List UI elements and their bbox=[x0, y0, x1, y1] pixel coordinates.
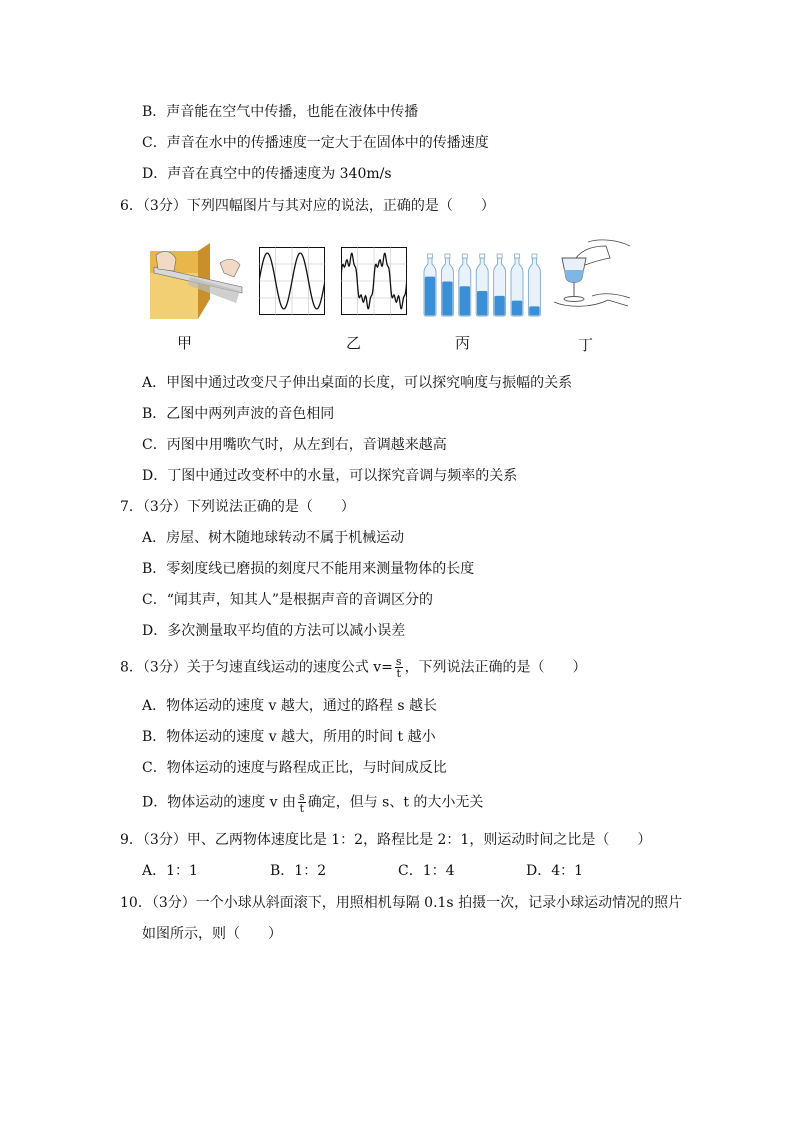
bottle bbox=[424, 254, 436, 316]
velocity-fraction bbox=[395, 656, 403, 679]
caption-ding: 丁 bbox=[578, 336, 594, 354]
upper-arm bbox=[588, 240, 630, 246]
bottle-water bbox=[442, 281, 452, 315]
caption-bing: 丙 bbox=[455, 334, 471, 352]
lower-hand bbox=[554, 300, 628, 306]
q5-option-b: B．声音能在空气中传播，也能在液体中传播 bbox=[142, 104, 419, 120]
bottle bbox=[441, 254, 453, 316]
q6-option-a: A．甲图中通过改变尺子伸出桌面的长度，可以探究响度与振幅的关系 bbox=[142, 375, 573, 391]
q10-stem-line1: 10．（3分）一个小球从斜面滚下，用照相机每隔 0.1s 拍摄一次，记录小球运动情况的照片 bbox=[120, 895, 683, 911]
q9-choice-c: C．1：4 bbox=[398, 863, 455, 879]
fraction-numerator: s bbox=[299, 790, 305, 803]
q6-option-d: D．丁图中通过改变杯中的水量，可以探究音调与频率的关系 bbox=[142, 468, 518, 484]
bottle-water bbox=[425, 277, 435, 316]
q7-stem: 7．（3分）下列说法正确的是（ ） bbox=[120, 499, 355, 515]
bottle bbox=[476, 254, 488, 316]
bottle-mouth bbox=[532, 254, 537, 258]
q9-choice-d: D．4：1 bbox=[526, 863, 584, 879]
q5-option-c: C．声音在水中的传播速度一定大于在固体中的传播速度 bbox=[142, 135, 489, 151]
q8-option-d bbox=[142, 791, 483, 814]
option-d-fraction bbox=[298, 791, 306, 814]
glass-water bbox=[564, 270, 584, 283]
fraction-denominator: t bbox=[396, 667, 401, 680]
q7-option-c: C．“闻其声，知其人”是根据声音的音调区分的 bbox=[142, 592, 434, 608]
q9-choice-b: B．1：2 bbox=[270, 863, 327, 879]
q8-stem-suffix: ，下列说法正确的是（ ） bbox=[404, 659, 587, 676]
q9-stem: 9．（3分）甲、乙两物体速度比是 1：2，路程比是 2：1，则运动时间之比是（ ） bbox=[120, 832, 652, 848]
bottle-mouth bbox=[445, 254, 450, 258]
q9-choices bbox=[142, 861, 654, 881]
q6-stem: 6．（3分）下列四幅图片与其对应的说法，正确的是（ ） bbox=[120, 198, 495, 214]
q8-option-d-suffix: 确定，但与 s、t 的大小无关 bbox=[307, 794, 484, 811]
bottle bbox=[459, 254, 471, 316]
fraction-numerator: s bbox=[395, 655, 402, 668]
lower-arm bbox=[592, 294, 630, 298]
bottle-water bbox=[460, 286, 470, 315]
bottle-water bbox=[494, 296, 504, 315]
glass-base bbox=[564, 297, 584, 302]
ruler-table-figure bbox=[150, 243, 246, 319]
q9-choice-a: A．1：1 bbox=[142, 863, 198, 879]
bottle-water bbox=[512, 301, 522, 316]
q6-option-c: C．丙图中用嘴吹气时，从左到右，音调越来越高 bbox=[142, 437, 447, 453]
q8-option-a: A．物体运动的速度 v 越大，通过的路程 s 越长 bbox=[142, 698, 438, 714]
bottle bbox=[528, 254, 540, 316]
bottle bbox=[494, 254, 506, 316]
bottle-mouth bbox=[497, 254, 502, 258]
q8-option-d-prefix: D．物体运动的速度 v 由 bbox=[142, 794, 297, 811]
q10-stem-line2: 如图所示，则（ ） bbox=[142, 926, 282, 942]
waveform-1 bbox=[259, 247, 325, 315]
fraction-denominator: t bbox=[299, 802, 305, 815]
bottle bbox=[511, 254, 523, 316]
q8-option-c: C．物体运动的速度与路程成正比，与时间成反比 bbox=[142, 760, 447, 776]
waveform-2 bbox=[341, 247, 407, 315]
bottles-figure bbox=[422, 250, 544, 318]
bottle-water bbox=[529, 306, 539, 315]
bottle-mouth bbox=[462, 254, 467, 258]
q8-option-b: B．物体运动的速度 v 越大，所用的时间 t 越小 bbox=[142, 729, 436, 745]
caption-yi: 乙 bbox=[346, 334, 362, 352]
bottle-mouth bbox=[428, 254, 433, 258]
q5-option-d: D．声音在真空中的传播速度为 340m/s bbox=[142, 166, 392, 182]
q7-option-a: A．房屋、树木随地球转动不属于机械运动 bbox=[142, 530, 405, 546]
q8-stem bbox=[120, 656, 587, 679]
hand-right bbox=[220, 259, 240, 277]
bottle-mouth bbox=[480, 254, 485, 258]
q7-option-b: B．零刻度线已磨损的刻度尺不能用来测量物体的长度 bbox=[142, 561, 475, 577]
caption-jia: 甲 bbox=[177, 334, 193, 352]
q8-stem-prefix: 8．（3分）关于匀速直线运动的速度公式 v= bbox=[120, 659, 393, 676]
bottle-mouth bbox=[515, 254, 520, 258]
q7-option-d: D．多次测量取平均值的方法可以减小误差 bbox=[142, 623, 406, 639]
bottle-water bbox=[477, 291, 487, 315]
wine-glass-figure bbox=[548, 236, 632, 316]
q6-option-b: B．乙图中两列声波的音色相同 bbox=[142, 406, 335, 422]
hand-left bbox=[156, 252, 176, 271]
